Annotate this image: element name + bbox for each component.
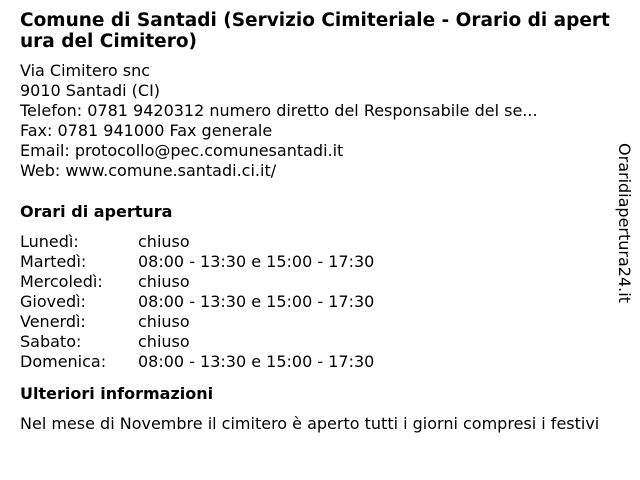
more-info-heading: Ulteriori informazioni xyxy=(20,384,214,403)
day-label: Martedì: xyxy=(20,252,87,271)
email-line: Email: protocollo@pec.comunesantadi.it xyxy=(20,141,344,160)
day-hours: 08:00 - 13:30 e 15:00 - 17:30 xyxy=(138,252,375,271)
day-label: Sabato: xyxy=(20,332,82,351)
contact-block xyxy=(20,61,616,181)
opening-hours-heading: Orari di apertura xyxy=(20,202,173,221)
day-hours: chiuso xyxy=(138,232,190,251)
hours-row-saturday xyxy=(20,332,616,352)
day-label: Domenica: xyxy=(20,352,107,371)
hours-row-sunday xyxy=(20,352,616,372)
day-hours: chiuso xyxy=(138,312,190,331)
page-title: Comune di Santadi (Servizio Cimiteriale - Orario di apertura del Cimitero) xyxy=(20,10,610,52)
fax-line: Fax: 0781 941000 Fax generale xyxy=(20,121,273,140)
watermark-text: Oraridiapertura24.it xyxy=(615,143,634,303)
day-label: Giovedì: xyxy=(20,292,86,311)
info-card xyxy=(20,10,616,434)
address-city: 9010 Santadi (CI) xyxy=(20,81,161,100)
day-hours: chiuso xyxy=(138,332,190,351)
day-hours: 08:00 - 13:30 e 15:00 - 17:30 xyxy=(138,292,375,311)
hours-row-wednesday xyxy=(20,272,616,292)
watermark xyxy=(613,136,635,310)
day-label: Venerdì: xyxy=(20,312,86,331)
more-info-text: Nel mese di Novembre il cimitero è aperto tutti i giorni compresi i festivi xyxy=(20,414,600,433)
web-line: Web: www.comune.santadi.ci.it/ xyxy=(20,161,277,180)
day-hours: 08:00 - 13:30 e 15:00 - 17:30 xyxy=(138,352,375,371)
day-label: Mercoledì: xyxy=(20,272,103,291)
address-street: Via Cimitero snc xyxy=(20,61,151,80)
day-hours: chiuso xyxy=(138,272,190,291)
opening-hours-table xyxy=(20,232,616,372)
hours-row-monday xyxy=(20,232,616,252)
day-label: Lunedì: xyxy=(20,232,79,251)
hours-row-tuesday xyxy=(20,252,616,272)
phone-line: Telefon: 0781 9420312 numero diretto del Responsabile del se... xyxy=(20,101,538,120)
hours-row-thursday xyxy=(20,292,616,312)
hours-row-friday xyxy=(20,312,616,332)
